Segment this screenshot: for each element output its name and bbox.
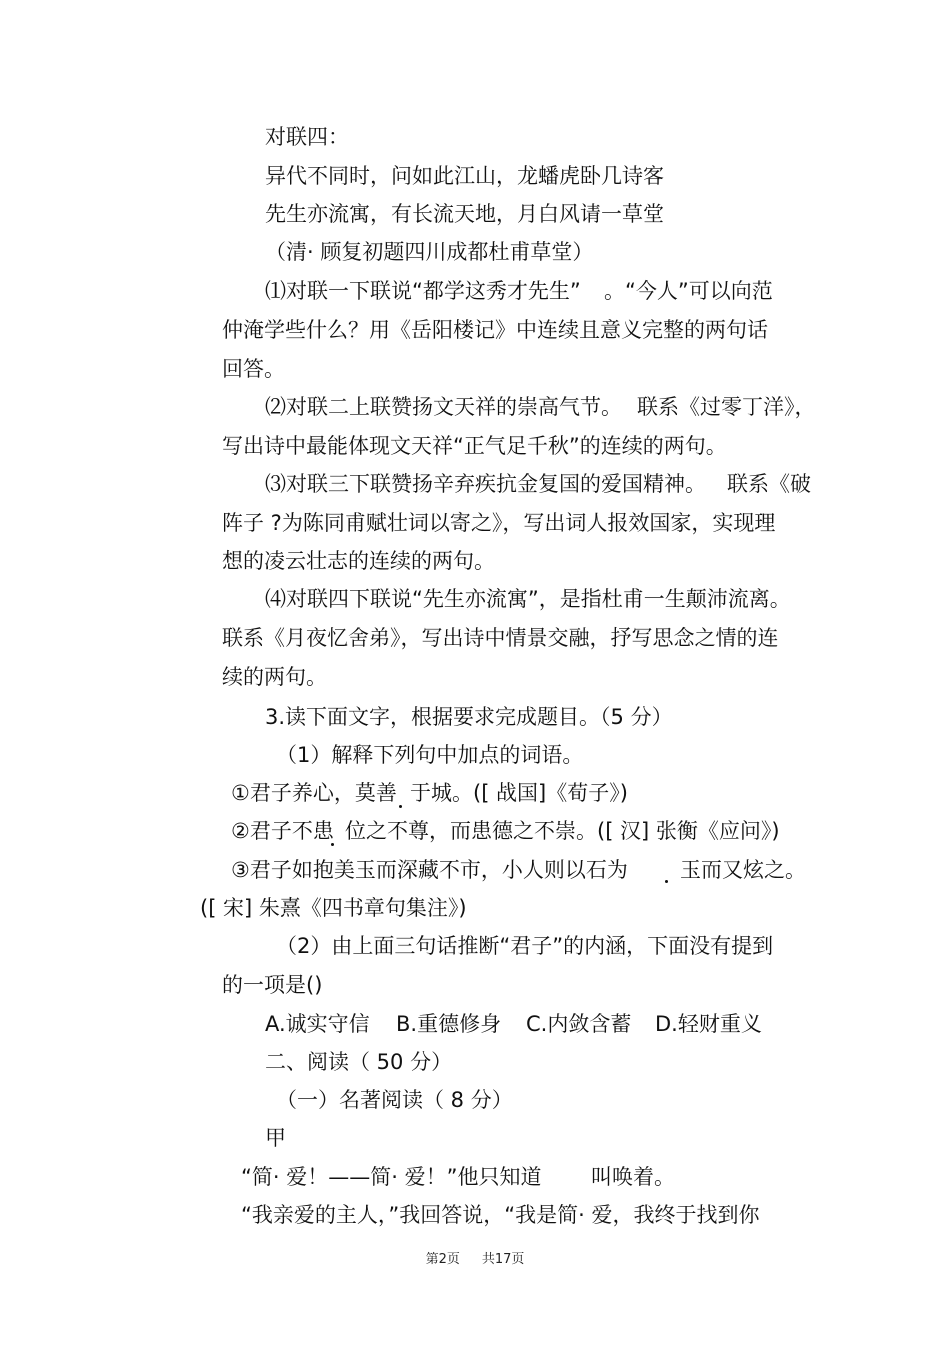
question-1-part-a: ⑴对联一下联说“都学这秀才先生” <box>265 279 581 303</box>
couplet-four-line-1: 异代不同时，问如此江山，龙蟠虎卧几诗客 <box>265 164 664 188</box>
page-total: 共17页 <box>481 1252 525 1267</box>
couplet-four-title: 对联四： <box>265 125 349 149</box>
sentence-1-part-a: ①君子养心，莫善 <box>231 781 397 805</box>
reading-1-heading: （一）名著阅读（ 8 分） <box>276 1088 513 1112</box>
sentence-1-part-b: 于城。([ 战国]《荀子》) <box>410 781 628 805</box>
sub-question-1: （1）解释下列句中加点的词语。 <box>276 743 584 767</box>
option-b: B.重德修身 <box>396 1012 502 1036</box>
sentence-3-source: ([ 宋] 朱熹《四书章句集注》) <box>200 896 467 920</box>
question-3-line-2: 阵子 ?为陈同甫赋壮词以寄之》，写出词人报效国家，实现理 <box>222 511 776 535</box>
sentence-2-part-a: ②君子不患 <box>231 819 334 843</box>
couplet-four-line-2: 先生亦流寓，有长流天地，月白风请一草堂 <box>265 202 664 226</box>
question-3-part-a: ⑶对联三下联赞扬辛弃疾抗金复国的爱国精神。 <box>265 472 706 496</box>
question-1-line-2: 仲淹学些什么？用《岳阳楼记》中连续且意义完整的两句话 <box>222 318 768 342</box>
sub-question-2-line-1: （2）由上面三句话推断“君子”的内涵，下面没有提到 <box>276 934 774 958</box>
section-2-heading: 二、阅读（ 50 分） <box>265 1050 453 1074</box>
question-3-line-3: 想的凌云壮志的连续的两句。 <box>222 549 495 573</box>
option-d: D.轻财重义 <box>655 1012 762 1036</box>
question-4-line-2: 联系《月夜忆舍弟》，写出诗中情景交融，抒写思念之情的连 <box>222 626 779 650</box>
question-2-part-a: ⑵对联二上联赞扬文天祥的崇高气节。 <box>265 395 622 419</box>
passage-line-2: “我亲爱的主人，”我回答说，“我是简· 爱，我终于找到你 <box>241 1203 760 1227</box>
page-footer <box>0 1248 950 1267</box>
emphasis-dot <box>665 880 668 883</box>
question-2-part-b: 联系《过零丁洋》， <box>637 395 816 419</box>
question-2-line-2: 写出诗中最能体现文天祥“正气足千秋”的连续的两句。 <box>222 434 727 458</box>
emphasis-dot <box>331 843 334 846</box>
emphasis-dot <box>399 805 402 808</box>
couplet-four-source: （清· 顾复初题四川成都杜甫草堂） <box>265 240 594 264</box>
passage-line-1-part-a: “简· 爱！——简· 爱！”他只知道 <box>241 1165 542 1189</box>
sentence-2-part-b: 位之不尊，而患德之不崇。([ 汉] 张衡《应问》) <box>345 819 780 843</box>
passage-line-1-part-b: 叫唤着。 <box>591 1165 675 1189</box>
question-1-part-b: 。“今人”可以向范 <box>604 279 773 303</box>
question-4-line-1: ⑷对联四下联说“先生亦流寓”，是指杜甫一生颠沛流离。 <box>265 587 791 611</box>
sub-question-2-line-2: 的一项是() <box>222 973 323 997</box>
section-3-heading: 3.读下面文字，根据要求完成题目。（5 分） <box>265 705 673 729</box>
question-4-line-3: 续的两句。 <box>222 665 327 689</box>
sentence-3-part-a: ③君子如抱美玉而深藏不市，小人则以石为 <box>231 858 628 882</box>
passage-label: 甲 <box>265 1126 286 1150</box>
option-a: A.诚实守信 <box>265 1012 370 1036</box>
page-number: 第2页 <box>425 1252 460 1267</box>
question-1-line-3: 回答。 <box>222 357 285 381</box>
question-3-part-b: 联系《破 <box>727 472 811 496</box>
sentence-3-part-b: 玉而又炫之。 <box>680 858 806 882</box>
option-c: C.内敛含蓄 <box>526 1012 632 1036</box>
